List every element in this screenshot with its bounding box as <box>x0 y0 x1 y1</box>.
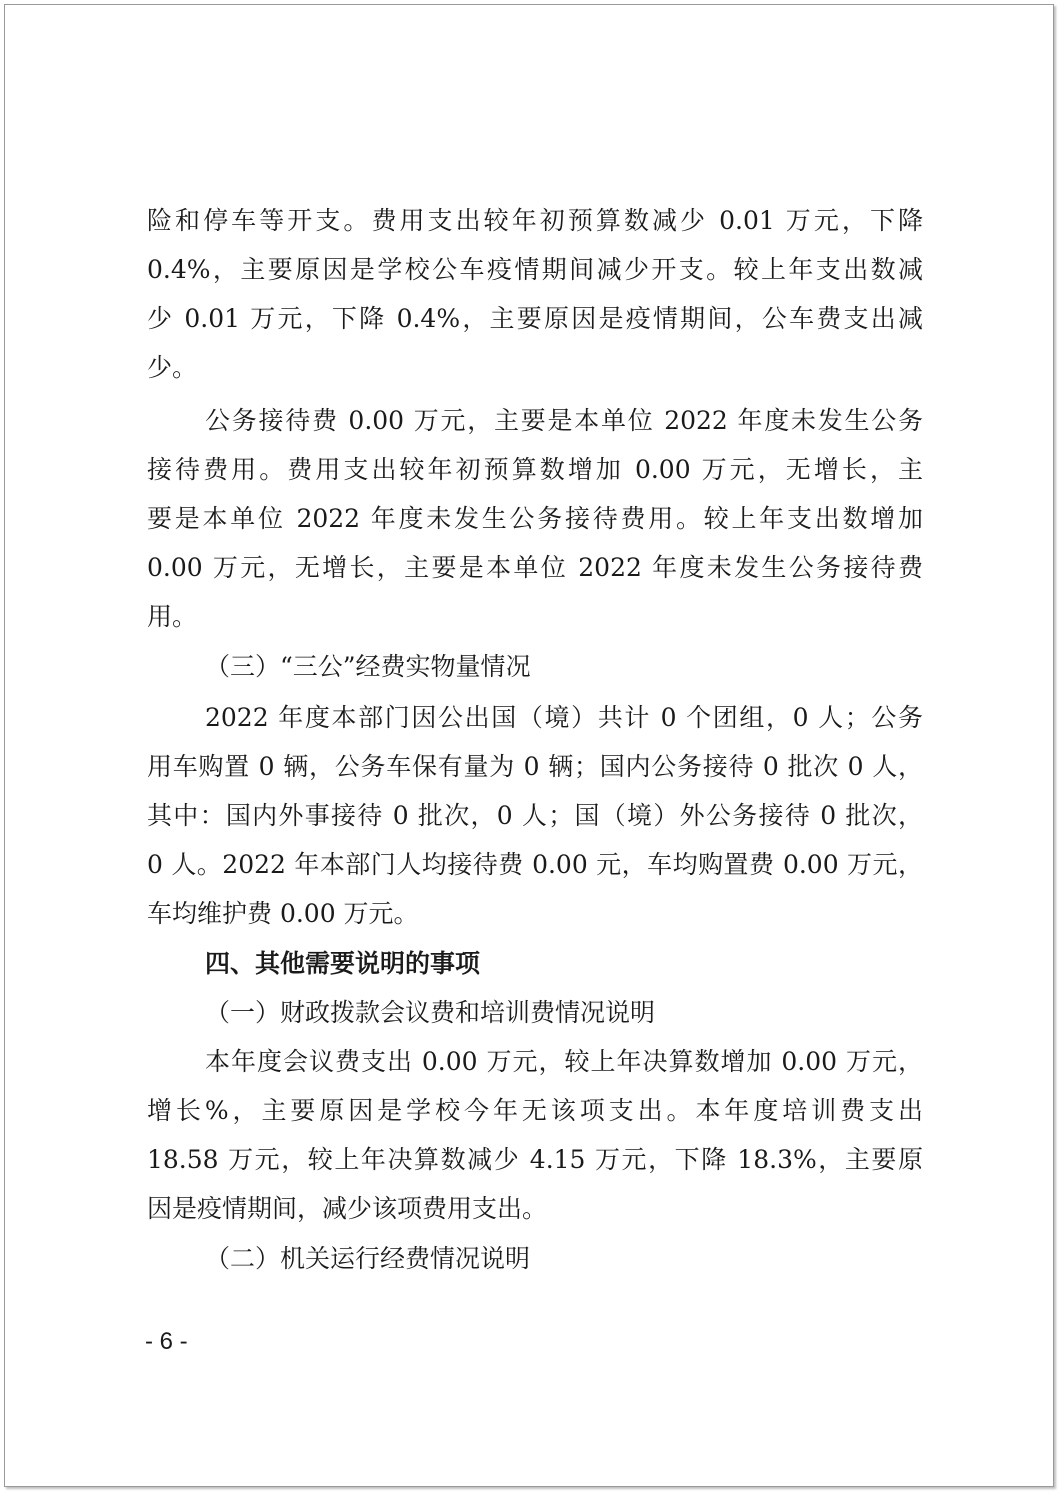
section-subheading: （三）“三公”经费实物量情况 <box>205 652 531 681</box>
paragraph-line: 少 0.01 万元，下降 0.4%，主要原因是疫情期间，公车费支出减 <box>147 304 923 333</box>
page-number: - 6 - <box>145 1328 188 1355</box>
paragraph-line: 本年度会议费支出 0.00 万元，较上年决算数增加 0.00 万元， <box>205 1047 923 1076</box>
paragraph-line: 用。 <box>147 602 198 631</box>
paragraph-line: 险和停车等开支。费用支出较年初预算数减少 0.01 万元，下降 <box>147 206 923 235</box>
paragraph-line: 用车购置 0 辆，公务车保有量为 0 辆；国内公务接待 0 批次 0 人， <box>147 752 923 781</box>
paragraph-line: 2022 年度本部门因公出国（境）共计 0 个团组，0 人；公务 <box>205 703 923 732</box>
paragraph-line: 少。 <box>147 353 198 382</box>
document-page <box>4 4 1054 1487</box>
section-subheading: （一）财政拨款会议费和培训费情况说明 <box>205 998 656 1027</box>
paragraph-line: 要是本单位 2022 年度未发生公务接待费用。较上年支出数增加 <box>147 504 923 533</box>
section-heading: 四、其他需要说明的事项 <box>205 949 481 978</box>
paragraph-line: 车均维护费 0.00 万元。 <box>147 899 419 928</box>
paragraph-line: 0 人。2022 年本部门人均接待费 0.00 元，车均购置费 0.00 万元， <box>147 850 923 879</box>
paragraph-line: 公务接待费 0.00 万元，主要是本单位 2022 年度未发生公务 <box>205 406 923 435</box>
paragraph-line: 因是疫情期间，减少该项费用支出。 <box>147 1194 548 1223</box>
paragraph-line: 18.58 万元，较上年决算数减少 4.15 万元，下降 18.3%，主要原 <box>147 1145 923 1174</box>
paragraph-line: 其中：国内外事接待 0 批次，0 人；国（境）外公务接待 0 批次， <box>147 801 923 830</box>
section-subheading: （二）机关运行经费情况说明 <box>205 1244 531 1273</box>
paragraph-line: 0.4%，主要原因是学校公车疫情期间减少开支。较上年支出数减 <box>147 255 923 284</box>
paragraph-line: 增长%，主要原因是学校今年无该项支出。本年度培训费支出 <box>147 1096 923 1125</box>
paragraph-line: 0.00 万元，无增长，主要是本单位 2022 年度未发生公务接待费 <box>147 553 923 582</box>
paragraph-line: 接待费用。费用支出较年初预算数增加 0.00 万元，无增长，主 <box>147 455 923 484</box>
